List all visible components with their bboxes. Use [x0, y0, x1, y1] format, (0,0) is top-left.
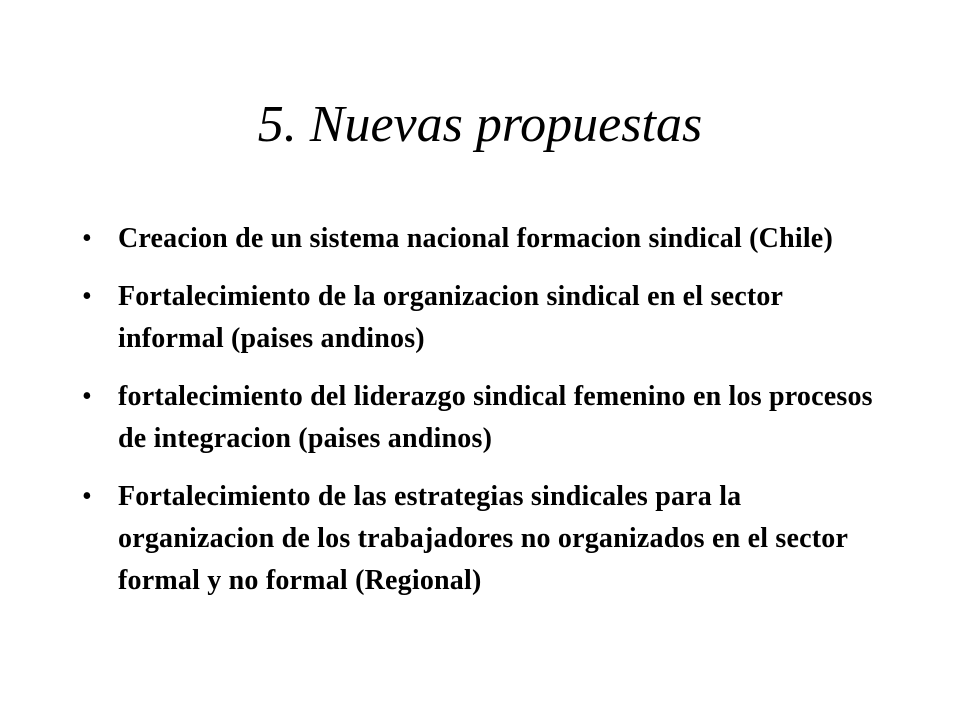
bullet-list [82, 218, 882, 618]
bullet-item [82, 476, 882, 602]
bullet-item [82, 376, 882, 460]
slide-title: 5. Nuevas propuestas [257, 96, 703, 153]
bullet-icon: • [82, 281, 93, 312]
bullet-icon: • [82, 481, 93, 512]
bullet-text: Fortalecimiento de la organizacion sindical en el sector informal (paises andinos) [118, 281, 783, 354]
bullet-text: fortalecimiento del liderazgo sindical femenino en los procesos de integracion (paises andinos) [118, 381, 873, 454]
bullet-icon: • [82, 223, 93, 254]
bullet-text: Creacion de un sistema nacional formacion sindical (Chile) [118, 223, 833, 254]
bullet-item [82, 276, 882, 360]
bullet-icon: • [82, 381, 93, 412]
bullet-item [82, 218, 882, 260]
bullet-text: Fortalecimiento de las estrategias sindicales para la organizacion de los trabajadores no organizados en el sector formal y no formal (Regional) [118, 481, 848, 596]
